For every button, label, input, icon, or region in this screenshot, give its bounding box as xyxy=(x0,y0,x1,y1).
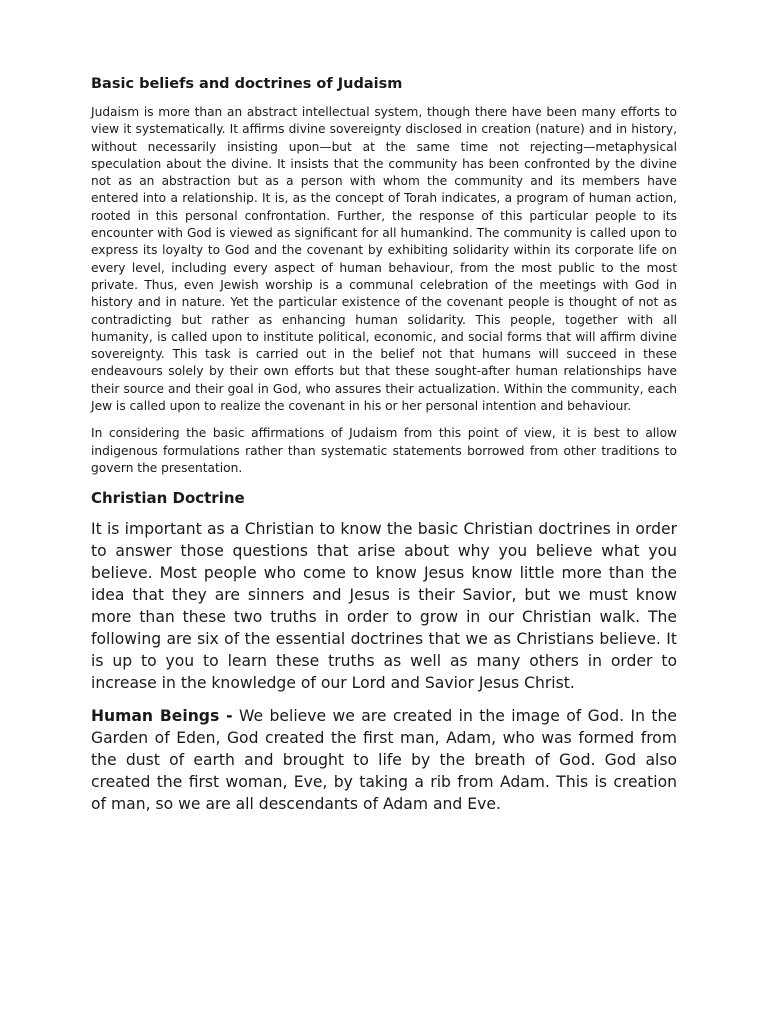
human-beings-text: We believe we are created in the image of God. In the Garden of Eden, God created the first man, Adam, who was formed from the dust of earth and brought to life by the breath of God. God also created the first woman, Eve, by taking a rib from Adam. This is creation of man, so we are all descendants of Adam and Eve. xyxy=(91,707,677,814)
document-page xyxy=(91,76,677,828)
christian-doctrine-intro: It is important as a Christian to know the basic Christian doctrines in order to answer those questions that arise about why you believe what you believe. Most people who come to know Jesus know little more than the idea that they are sinners and Jesus is their Savior, but we must know more than these two truths in order to grow in our Christian walk. The following are six of the essential doctrines that we as Christians believe. It is up to you to learn these truths as well as many others in order to increase in the knowledge of our Lord and Savior Jesus Christ. xyxy=(91,520,677,692)
human-beings-paragraph xyxy=(91,706,677,816)
judaism-paragraph-2: In considering the basic affirmations of Judaism from this point of view, it is best to allow indigenous formulations rather than systematic statements borrowed from other traditions to govern the presentation. xyxy=(91,426,677,475)
human-beings-label: Human Beings - xyxy=(91,707,233,726)
judaism-paragraph-1: Judaism is more than an abstract intellectual system, though there have been many efforts to view it systematically. It affirms divine sovereignty disclosed in creation (nature) and in history, without necessarily insisting upon—but at the same time not rejecting—metaphysical speculation about the divine. It insists that the community has been confronted by the divine not as an abstraction but as a person with whom the community and its members have entered into a relationship. It is, as the concept of Torah indicates, a program of human action, rooted in this personal confrontation. Further, the response of this particular people to its encounter with God is viewed as significant for all humankind. The community is called upon to express its loyalty to God and the covenant by exhibiting solidarity within its corporate life on every level, including every aspect of human behaviour, from the most public to the most private. Thus, even Jewish worship is a communal celebration of the meetings with God in history and in nature. Yet the particular existence of the covenant people is thought of not as contradicting but rather as enhancing human solidarity. This people, together with all humanity, is called upon to institute political, economic, and social forms that will affirm divine sovereignty. This task is carried out in the belief not that humans will succeed in these endeavours solely by their own efforts but that these sought-after human relationships have their source and their goal in God, who assures their actualization. Within the community, each Jew is called upon to realize the covenant in his or her personal intention and behaviour. xyxy=(91,105,677,414)
christian-doctrine-heading: Christian Doctrine xyxy=(91,489,245,508)
judaism-heading: Basic beliefs and doctrines of Judaism xyxy=(91,76,403,92)
